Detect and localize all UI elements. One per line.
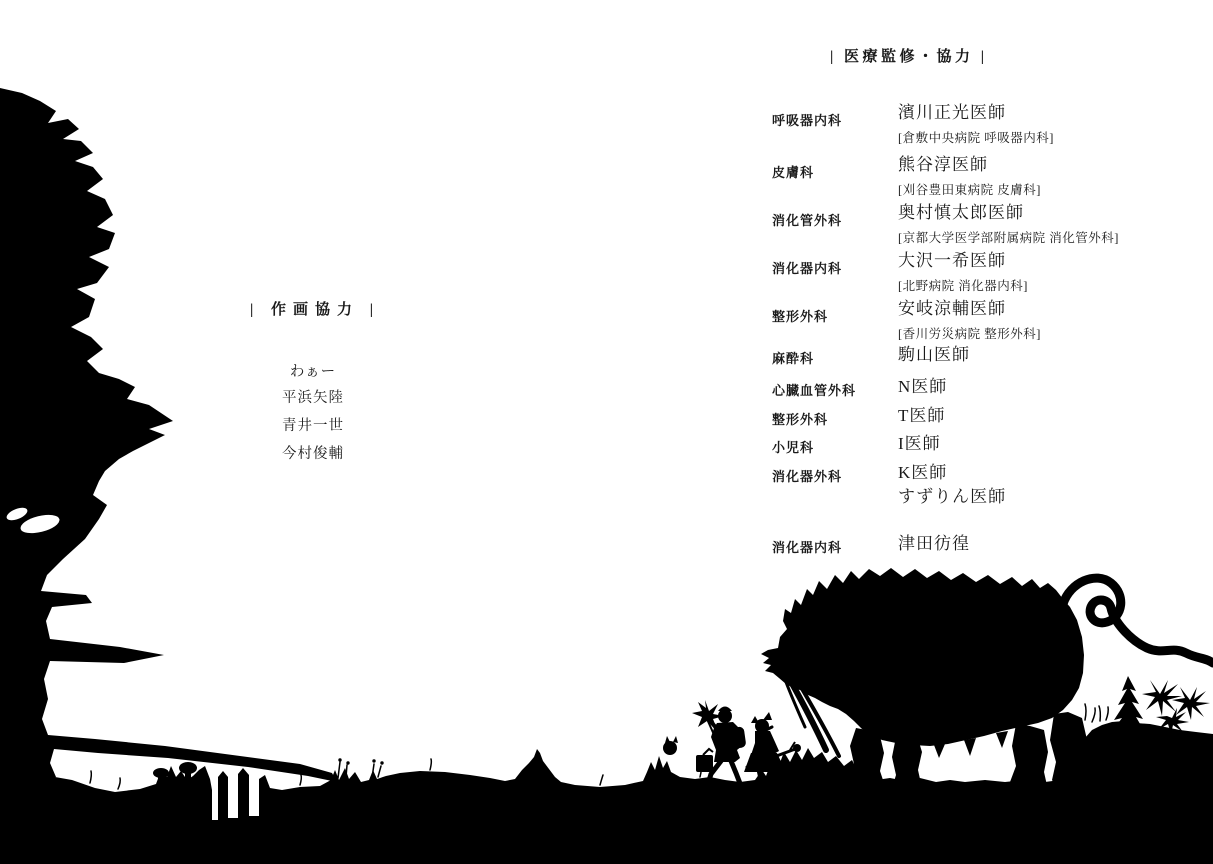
credit-dept: [772, 487, 898, 490]
credit-row: [772, 103, 1054, 146]
critter-figure: [663, 736, 678, 755]
artist-name: 青井一世: [282, 418, 344, 434]
credit-dept: 心臓血管外科: [772, 383, 857, 398]
credit-doctor-name: 濱川正光医師: [898, 103, 1006, 122]
credit-row: [772, 251, 1028, 294]
credit-row: [772, 299, 1041, 342]
artist-name: わぁー: [289, 364, 337, 380]
right-plants: [1110, 676, 1210, 734]
artist-name: 平浜矢陸: [282, 390, 344, 406]
tree-silhouette: [0, 88, 337, 791]
credit-row: [772, 487, 1006, 507]
credit-dept: 整形外科: [772, 412, 829, 427]
credit-doctor-name: 奥村慎太郎医師: [898, 203, 1024, 222]
credit-row: [772, 155, 1041, 198]
medical-credits-title: | 医療監修・協力 |: [830, 49, 988, 65]
credit-doctor-name: K医師: [898, 463, 948, 482]
credit-dept: 麻酔科: [772, 351, 815, 366]
credit-doctor-name: すずりん医師: [898, 487, 1007, 506]
credit-doctor-name: N医師: [898, 377, 948, 396]
credit-affiliation: [倉敷中央病院 呼吸器内科]: [898, 131, 1054, 145]
credit-doctor-name: 駒山医師: [898, 345, 970, 364]
credit-doctor-name: I医師: [898, 434, 941, 453]
credit-row: [772, 345, 970, 367]
art-credits-title: | 作画協力 |: [250, 302, 381, 318]
credit-dept: 呼吸器内科: [772, 113, 843, 128]
credit-row: [772, 377, 947, 399]
credit-dept: 皮膚科: [772, 165, 815, 180]
credit-affiliation: [香川労災病院 整形外科]: [898, 327, 1041, 341]
credit-affiliation: [京都大学医学部附属病院 消化管外科]: [898, 231, 1119, 245]
credit-dept: 整形外科: [772, 309, 829, 324]
credit-doctor-name: 熊谷淳医師: [898, 155, 988, 174]
credit-dept: 消化管外科: [772, 213, 843, 228]
credit-doctor-name: T医師: [898, 406, 946, 425]
credit-doctor-name: 安岐涼輔医師: [898, 299, 1006, 318]
credit-row: [772, 434, 941, 456]
credit-doctor-name: 津田彷徨: [898, 534, 970, 553]
credit-row: [772, 203, 1119, 246]
credit-doctor-name: 大沢一希医師: [898, 251, 1006, 270]
credit-dept: 小児科: [772, 440, 815, 455]
credit-dept: 消化器内科: [772, 261, 843, 276]
artist-name: 今村俊輔: [282, 446, 344, 462]
credit-affiliation: [刈谷豊田東病院 皮膚科]: [898, 183, 1041, 197]
credit-dept: 消化器外科: [772, 469, 843, 484]
beast-curled-tail: [1063, 578, 1213, 663]
credit-row: [772, 406, 945, 428]
credit-dept: 消化器内科: [772, 540, 843, 555]
credit-row: [772, 534, 970, 556]
credit-affiliation: [北野病院 消化器内科]: [898, 279, 1028, 293]
credit-row: [772, 463, 947, 485]
